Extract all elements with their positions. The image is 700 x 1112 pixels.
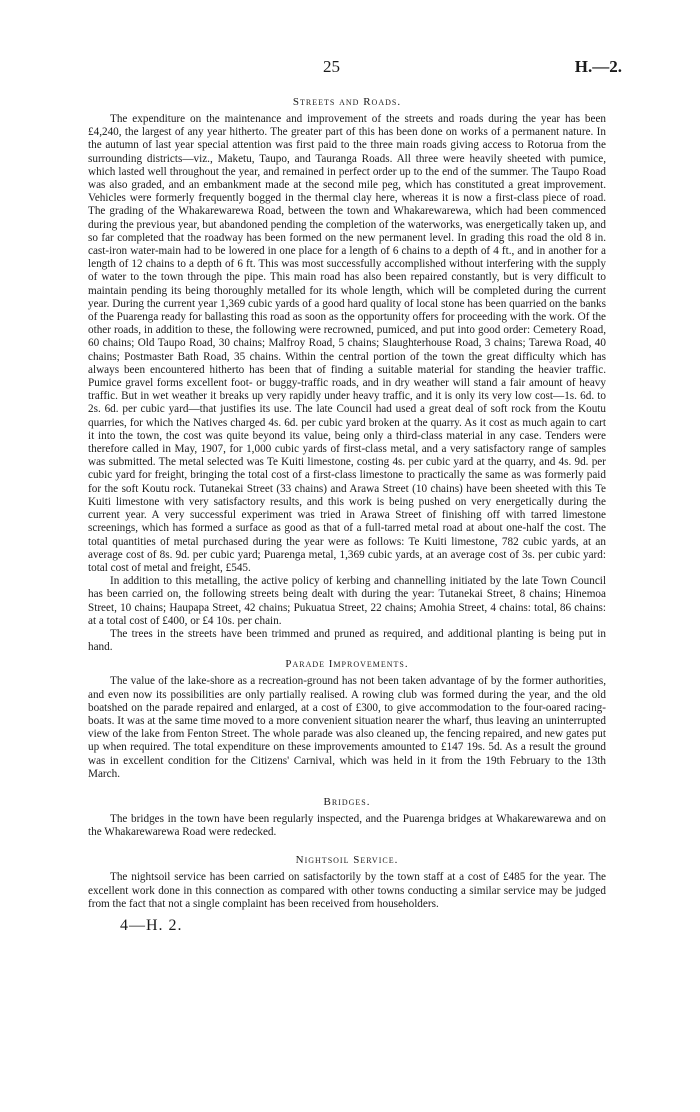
document-code: H.—2. xyxy=(574,57,622,76)
page-body xyxy=(88,92,606,935)
paragraph: In addition to this metalling, the active policy of kerbing and channelling initiated by the late Town Council has been carried on, the following streets being dealt with during the year: Tutanekai Street, 8 chains; Hinemoa Street, 10 chains; Haupapa Street, 42 chains; Pukuatua Street, 22 chains; Amohia Street, 4 chains: total, 86 chains: at a total cost of £400, or £4 10s. per chain. xyxy=(88,575,606,627)
page-header xyxy=(0,57,700,79)
section-heading: Nightsoil Service. xyxy=(295,854,399,867)
paragraph: The nightsoil service has been carried on satisfactorily by the town staff at a cost of £485 for the year. The excellent work done in this connection as compared with other towns conducting a similar service may be judged from the fact that not a single complaint has been received from householders. xyxy=(88,871,606,910)
section-heading: Streets and Roads. xyxy=(292,96,402,108)
signature-mark: 4—H. 2. xyxy=(120,916,183,934)
section-heading: Bridges. xyxy=(323,795,371,808)
paragraph: The trees in the streets have been trimmed and pruned as required, and additional planting is being put in hand. xyxy=(88,627,606,654)
section-heading: Parade Improvements. xyxy=(285,658,409,671)
paragraph: The bridges in the town have been regularly inspected, and the Puarenga bridges at Whakarewarewa and on the Whakarewarewa Road were redecked. xyxy=(88,812,606,839)
page-number: 25 xyxy=(323,57,340,76)
section-parade-improvements xyxy=(88,657,606,781)
section-bridges xyxy=(88,795,606,839)
paragraph: The value of the lake-shore as a recreation-ground has not been taken advantage of by the former authorities, and even now its possibilities are only partially realised. A rowing club was formed during the year, and the old boatshed on the parade repaired and enlarged, at a cost of £300, to give accommodation to the four-oared racing-boats. It was at the same time moved to a more convenient situation nearer the wharf, thus leaving an uninterrupted view of the lake from Fenton Street. The whole parade was also cleaned up, the fencing repaired, and new gates put up when required. The total expenditure on these improvements amounted to £147 19s. 5d. As a result the ground was in excellent condition for the Citizens' Carnival, which was held in it from the 19th February to the 13th March. xyxy=(88,675,606,780)
section-nightsoil-service xyxy=(88,853,606,911)
section-streets-and-roads xyxy=(88,95,606,654)
paragraph: The expenditure on the maintenance and improvement of the streets and roads during the year has been £4,240, the largest of any year hitherto. The greater part of this has been done on works of a permanent nature. In the autumn of last year special attention was first paid to the three main roads giving access to Rotorua from the surrounding districts—viz., Maketu, Taupo, and Tauranga Roads. All three were heavily sheeted with pumice, which lasted well throughout the year, and remained in perfect order up to the end of the summer. The Taupo Road was also graded, and an embankment made at the second mile peg, which has constituted a great improvement. Vehicles were formerly frequently bogged in the thermal clay here, whereas it is now a first-class piece of road. The grading of the Whakarewarewa Road, between the town and Whakarewarewa, which had been commenced during the previous year, but abandoned pending the completion of the waterworks, was energetically taken up, and so far completed that the roadway has been formed on the new permanent level. In grading this road the old 8 in. cast-iron water-main had to be lowered in one place for a length of 6 chains to a depth of 4 ft., and in another for a length of 12 chains to a depth of 6 ft. This was most successfully accomplished without interfering with the supply of water to the town through the pipe. This main road has also been repaired constantly, but is very difficult to maintain pending its being thoroughly metalled for its whole length, which will be completed during the current year. During the current year 1,369 cubic yards of a good hard quality of local stone has been quarried on the banks of the Puarenga ready for ballasting this road as soon as the opportunity offers for proceeding with the work. Of the other roads, in addition to these, the following were recrowned, pumiced, and put into good order: Cemetery Road, 60 chains; Old Taupo Road, 30 chains; Malfroy Road, 5 chains; Slaughterhouse Road, 3 chains; Tarewa Road, 40 chains; Postmaster Bath Road, 35 chains. Within the central portion of the town the great difficulty which has always been encountered hitherto has been that of finding a suitable material for standing the heavier traffic. Pumice gravel forms excellent foot- or buggy-traffic roads, and in dry weather will stand a fair amount of heavy traffic. But in wet weather it breaks up very rapidly under heavy traffic, and it is only its very low cost—1s. 6d. to 2s. 6d. per cubic yard—that justifies its use. The late Council had used a great deal of soft rock from the Koutu quarries, for which the Natives charged 4s. 6d. per cubic yard broken at the quarry. As it cost as much again to cart it into the town, the cost was quite beyond its value, being only a third-class material in any case. Tenders were therefore called in May, 1907, for 1,000 cubic yards of first-class metal, and a very satisfactory range of samples was submitted. The metal selected was Te Kuiti limestone, costing 4s. per cubic yard at the quarry, and 4s. 9d. per cubic yard for freight, bringing the total cost of a first-class limestone to practically the same as was formerly paid for the soft Koutu rock. Tutanekai Street (33 chains) and Arawa Street (10 chains) have been sheeted with this Te Kuiti limestone with very satisfactory results, and this work is being pushed on very energetically during the current year. A very successful experiment was tried in Arawa Street of finishing off with tarred limestone screenings, which has formed a surface as good as that of a full-tarred metal road at about one-half the cost. The total quantities of metal purchased during the year were as follows: Te Kuiti limestone, 782 cubic yards, at an average cost of 8s. 9d. per cubic yard; Puarenga metal, 1,369 cubic yards, at an average cost of 3s. per cubic yard: total cost of metal and freight, £545. xyxy=(88,113,606,574)
